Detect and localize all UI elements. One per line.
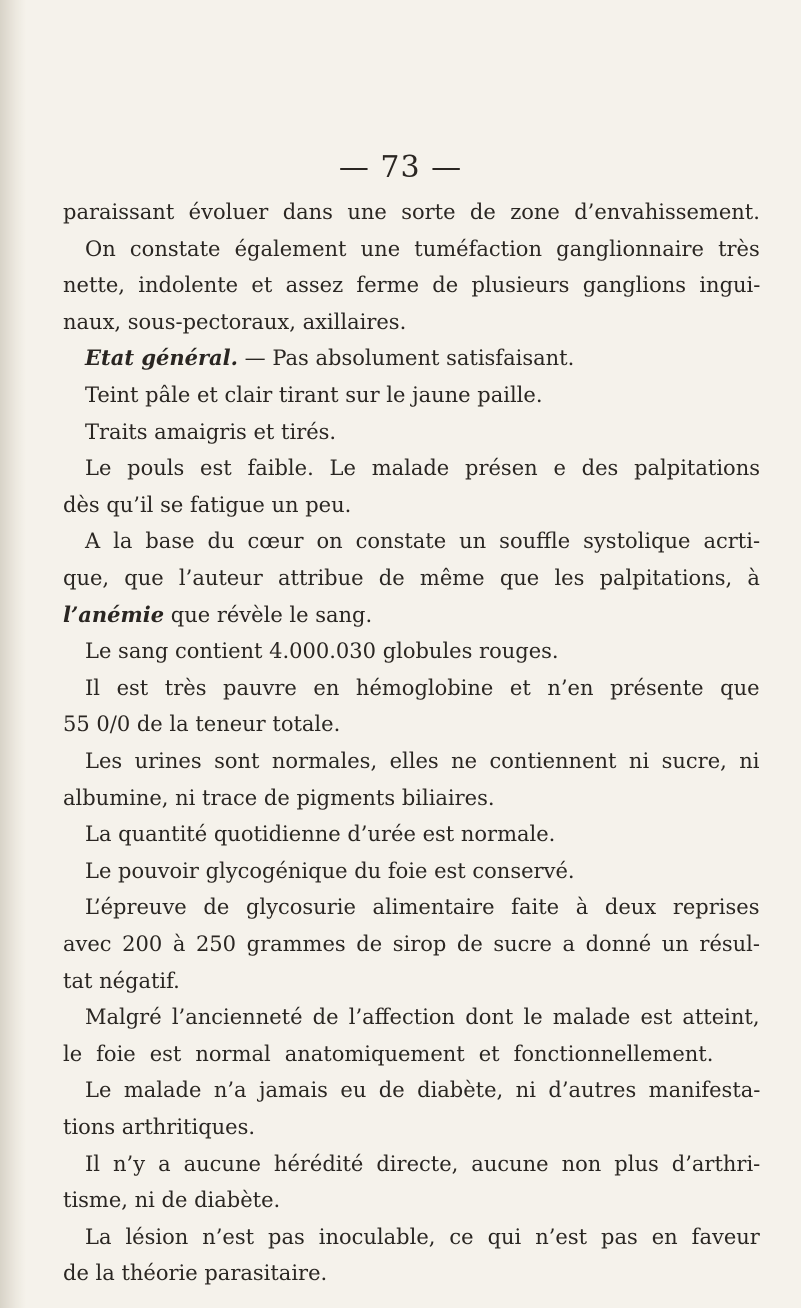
- text-span: — Pas absolument satisfaisant.: [237, 346, 575, 370]
- text-line: nette, indolente et assez ferme de plusieurs ganglions ingui-: [63, 273, 761, 297]
- text-line: paraissant évoluer dans une sorte de zone d’envahissement.: [63, 200, 760, 224]
- text-line: On constate également une tuméfaction ganglionnaire très: [85, 237, 760, 261]
- text-line: avec 200 à 250 grammes de sirop de sucre a donné un résul-: [63, 932, 760, 956]
- text-line: Teint pâle et clair tirant sur le jaune paille.: [85, 383, 543, 407]
- text-line: Le malade n’a jamais eu de diabète, ni d’autres manifesta-: [85, 1078, 761, 1102]
- text-line: A la base du cœur on constate un souffle systolique acrti-: [85, 529, 761, 553]
- text-line: Le pouls est faible. Le malade présen e des palpitations: [85, 456, 760, 480]
- text-line: dès qu’il se fatigue un peu.: [63, 493, 352, 517]
- text-line: 55 0/0 de la teneur totale.: [63, 712, 341, 736]
- page-edge-shadow: [0, 0, 26, 1308]
- emphasized-text: Etat général.: [85, 345, 238, 370]
- text-line: Il est très pauvre en hémoglobine et n’en présente que: [85, 676, 760, 700]
- text-line: le foie est normal anatomiquement et fonctionnellement.: [63, 1042, 714, 1066]
- text-line: L’épreuve de glycosurie alimentaire faite à deux reprises: [85, 895, 760, 919]
- text-line: Les urines sont normales, elles ne contiennent ni sucre, ni: [85, 749, 760, 773]
- text-line: naux, sous-pectoraux, axillaires.: [63, 310, 407, 334]
- text-line: Traits amaigris et tirés.: [85, 420, 337, 444]
- text-line: La quantité quotidienne d’urée est normale.: [85, 822, 556, 846]
- text-span: que révèle le sang.: [164, 603, 373, 627]
- text-line: de la théorie parasitaire.: [63, 1261, 328, 1285]
- page-number: — 73 —: [338, 150, 463, 185]
- text-line: Malgré l’ancienneté de l’affection dont le malade est atteint,: [85, 1005, 760, 1029]
- text-line: que, que l’auteur attribue de même que les palpitations, à: [63, 566, 760, 590]
- text-line: La lésion n’est pas inoculable, ce qui n’est pas en faveur: [85, 1225, 760, 1249]
- text-line: Il n’y a aucune hérédité directe, aucune non plus d’arthri-: [85, 1152, 761, 1176]
- text-line: [63, 601, 372, 629]
- text-line: albumine, ni trace de pigments biliaires.: [63, 786, 495, 810]
- text-line: tions arthritiques.: [63, 1115, 256, 1139]
- emphasized-text: l’anémie: [63, 602, 165, 627]
- text-line: tat négatif.: [63, 969, 180, 993]
- text-line: Le pouvoir glycogénique du foie est conservé.: [85, 859, 575, 883]
- text-line: Le sang contient 4.000.030 globules rouges.: [85, 639, 559, 663]
- text-line: [85, 344, 574, 372]
- text-line: tisme, ni de diabète.: [63, 1188, 281, 1212]
